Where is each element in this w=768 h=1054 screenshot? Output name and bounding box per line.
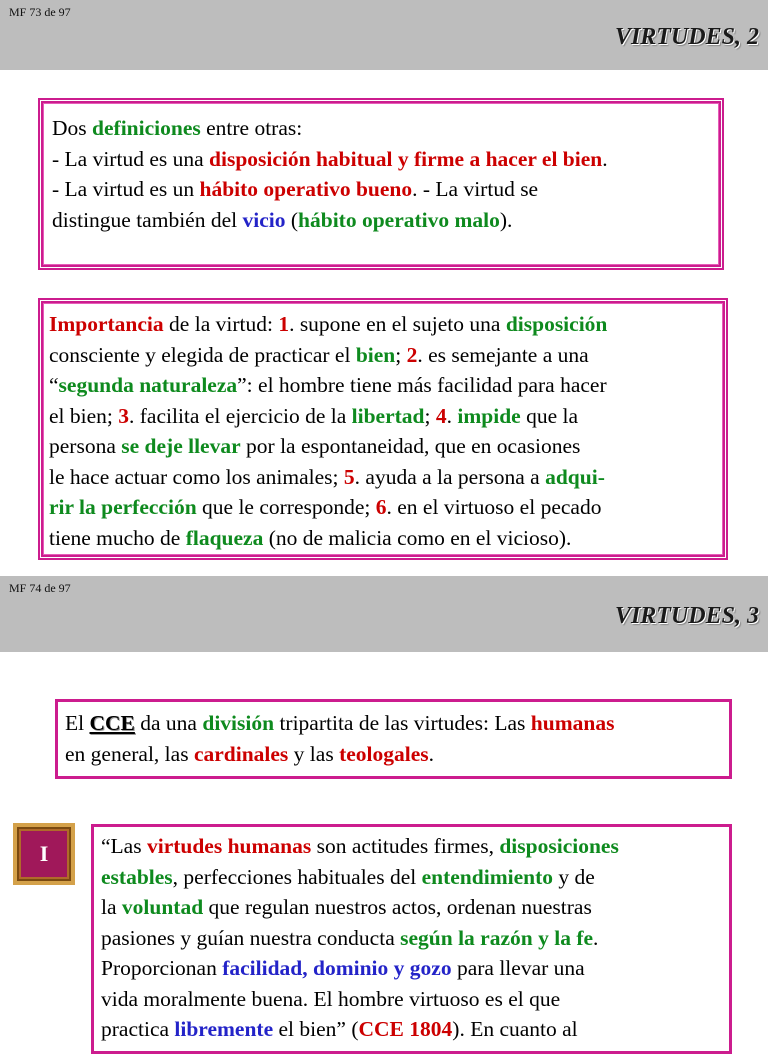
text-run: que regulan nuestros actos, ordenan nuestras	[203, 895, 592, 919]
highlight-term: cardinales	[193, 741, 289, 766]
highlight-term: virtudes humanas	[146, 834, 312, 858]
text-run: . es semejante a una	[417, 342, 589, 367]
text-run: . supone en el sujeto una	[289, 312, 506, 336]
text-run: el bien” (	[273, 1017, 359, 1041]
text-run: . facilita el ejercicio de la	[129, 403, 352, 428]
highlight-term: hábito operativo bueno	[199, 177, 413, 201]
text-run: entre otras:	[200, 116, 303, 140]
list-number: 3	[118, 403, 130, 428]
section-badge	[13, 823, 75, 885]
text-run: la	[101, 895, 122, 919]
text-run: .	[428, 741, 434, 766]
highlight-term: según la razón y la fe	[400, 925, 594, 950]
text-line	[49, 431, 723, 462]
text-line	[49, 309, 723, 340]
text-run: distingue también del	[52, 207, 243, 232]
slide-header	[0, 576, 768, 652]
text-run: ”: el hombre tiene más facilidad para hacer	[237, 373, 607, 397]
list-number: 6	[375, 495, 387, 519]
text-run: consciente y elegida de practicar el	[49, 342, 356, 367]
text-run: de la virtud:	[163, 312, 279, 336]
highlight-term: humanas	[530, 711, 615, 735]
highlight-term: flaqueza	[185, 525, 264, 550]
text-run: ). En cuanto al	[452, 1017, 578, 1041]
list-number: 2	[406, 342, 418, 367]
text-run: ).	[499, 207, 513, 232]
highlight-term: CCE	[89, 711, 135, 735]
highlight-term: teologales	[339, 741, 429, 766]
text-line	[49, 370, 723, 401]
text-run: da una	[134, 711, 203, 735]
highlight-term: facilidad, dominio y gozo	[222, 956, 452, 980]
highlight-term: división	[202, 711, 275, 735]
cce-division-box	[55, 699, 732, 779]
text-run: . - La virtud se	[412, 177, 539, 201]
text-run: (	[285, 207, 299, 232]
slide-title: VIRTUDES, 3	[614, 603, 759, 629]
text-run: Dos	[52, 116, 93, 140]
highlight-term: impide	[457, 403, 521, 428]
text-line	[49, 492, 723, 523]
text-run: Proporcionan	[101, 956, 223, 980]
text-line	[101, 923, 729, 954]
text-run: ;	[424, 403, 436, 428]
text-run: y de	[553, 864, 595, 889]
text-line	[101, 953, 729, 984]
text-line	[101, 984, 729, 1015]
text-run: le hace actuar como los animales;	[49, 464, 344, 489]
text-line	[101, 831, 729, 862]
definitions-box	[38, 98, 724, 270]
text-run: tiene mucho de	[49, 525, 186, 550]
slide-header	[0, 0, 768, 70]
text-run: .	[446, 403, 458, 428]
text-run: que la	[520, 403, 579, 428]
text-run: para llevar una	[451, 956, 585, 980]
highlight-term: estables	[101, 864, 173, 889]
text-run: que le corresponde;	[196, 495, 376, 519]
highlight-term: hábito operativo malo	[298, 207, 500, 232]
text-run: vida moralmente buena. El hombre virtuoso es el que	[101, 986, 561, 1011]
highlight-term: Importancia	[49, 312, 164, 336]
text-run: El	[65, 711, 90, 735]
text-line	[49, 462, 723, 493]
text-run: el bien;	[49, 403, 119, 428]
text-line	[101, 1014, 729, 1045]
highlight-term: vicio	[242, 207, 286, 232]
importance-box	[38, 298, 728, 560]
highlight-term: segunda naturaleza	[58, 373, 238, 397]
text-run: , perfecciones habituales del	[172, 864, 422, 889]
highlight-term: adqui-	[545, 464, 605, 489]
text-line	[101, 862, 729, 893]
page-reference: MF 74 de 97	[9, 581, 71, 595]
highlight-term: disposición	[505, 312, 608, 336]
badge-numeral: I	[39, 841, 49, 866]
text-line	[101, 892, 729, 923]
text-run: persona	[49, 434, 122, 458]
text-line	[49, 340, 723, 371]
text-run: .	[593, 925, 599, 950]
text-run: (no de malicia como en el vicioso).	[263, 525, 572, 550]
text-line	[65, 708, 729, 739]
virtudes-humanas-box	[91, 824, 732, 1054]
highlight-term: libertad	[351, 403, 425, 428]
text-line	[49, 401, 723, 432]
text-run: por la espontaneidad, que en ocasiones	[240, 434, 581, 458]
highlight-term: CCE 1804	[358, 1017, 453, 1041]
text-run: y las	[288, 741, 340, 766]
text-run: pasiones y guían nuestra conducta	[101, 925, 401, 950]
text-line	[49, 523, 723, 554]
text-line	[52, 113, 719, 144]
text-run: . en el virtuoso el pecado	[386, 495, 602, 519]
text-run: .	[602, 146, 608, 171]
text-run: practica	[101, 1017, 175, 1041]
text-run: en general, las	[65, 741, 194, 766]
highlight-term: rir la perfección	[49, 495, 197, 519]
text-run: “	[49, 373, 59, 397]
text-run: . ayuda a la persona a	[354, 464, 546, 489]
text-run: tripartita de las virtudes: Las	[274, 711, 531, 735]
text-run: son actitudes firmes,	[311, 834, 500, 858]
list-number: 1	[278, 312, 290, 336]
text-run: “Las	[101, 834, 147, 858]
highlight-term: entendimiento	[421, 864, 553, 889]
highlight-term: disposición habitual y firme a hacer el bien	[209, 146, 603, 171]
text-run: - La virtud es una	[52, 146, 210, 171]
text-line	[52, 205, 719, 236]
highlight-term: voluntad	[121, 895, 204, 919]
slide-title: VIRTUDES, 2	[614, 24, 759, 50]
text-line	[52, 174, 719, 205]
page-reference: MF 73 de 97	[9, 5, 71, 19]
text-line	[52, 144, 719, 175]
text-line	[65, 739, 729, 770]
highlight-term: definiciones	[92, 116, 201, 140]
list-number: 5	[343, 464, 355, 489]
highlight-term: se deje llevar	[121, 434, 241, 458]
list-number: 4	[435, 403, 447, 428]
highlight-term: libremente	[174, 1017, 274, 1041]
highlight-term: bien	[355, 342, 396, 367]
text-run: ;	[395, 342, 407, 367]
text-run: - La virtud es un	[52, 177, 200, 201]
highlight-term: disposiciones	[499, 834, 619, 858]
